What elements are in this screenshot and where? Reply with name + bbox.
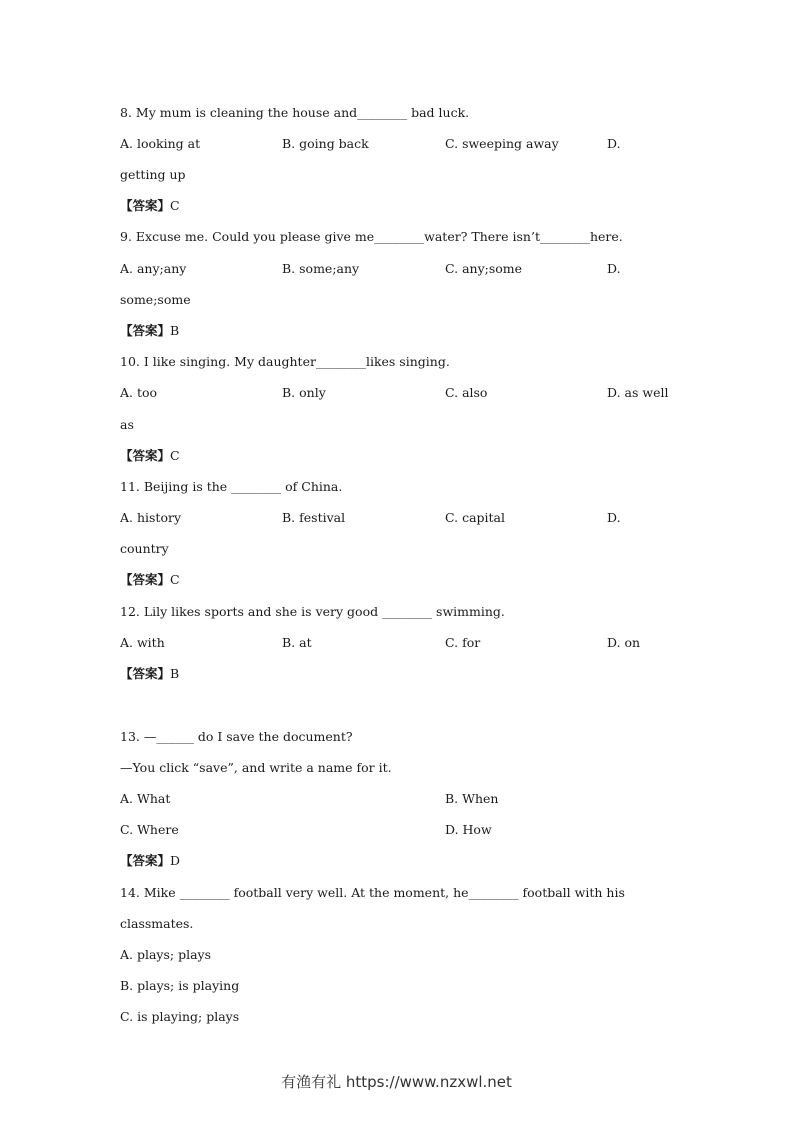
question-9-answer (120, 323, 179, 339)
answer-label: 【答案】 (120, 572, 171, 587)
question-10-stem: 10. I like singing. My daughter________likes singing. (120, 354, 450, 369)
footer-watermark: 有渔有礼 https://www.nzxwl.net (281, 1073, 512, 1091)
question-9-option-a: A. any;any (120, 261, 187, 276)
question-13-stem-reply: —You click “save”, and write a name for it. (120, 760, 392, 775)
answer-label: 【答案】 (120, 666, 171, 681)
question-8-answer (120, 198, 180, 214)
question-10-option-b: B. only (282, 385, 326, 400)
question-9-stem: 9. Excuse me. Could you please give me________water? There isn’t________here. (120, 229, 623, 244)
answer-value: C (170, 198, 180, 213)
question-12-option-b: B. at (282, 635, 312, 650)
question-8-stem: 8. My mum is cleaning the house and________ bad luck. (120, 105, 470, 120)
answer-value: B (170, 666, 180, 681)
answer-label: 【答案】 (120, 198, 171, 213)
question-12-option-d: D. on (607, 635, 641, 650)
question-13-answer (120, 853, 180, 869)
question-12-option-a: A. with (120, 635, 165, 650)
question-13-option-c: C. Where (120, 822, 179, 837)
question-12-answer (120, 666, 179, 682)
question-13-option-a: A. What (120, 791, 171, 806)
question-13-option-d: D. How (445, 822, 492, 837)
question-14-option-a: A. plays; plays (120, 947, 212, 962)
question-13-stem: 13. —______ do I save the document? (120, 729, 353, 744)
question-11-option-d: D. (607, 510, 621, 525)
answer-label: 【答案】 (120, 448, 171, 463)
question-14-option-c: C. is playing; plays (120, 1009, 240, 1024)
question-11-answer (120, 572, 180, 588)
question-8-option-b: B. going back (282, 136, 369, 151)
answer-label: 【答案】 (120, 323, 171, 338)
question-14-stem-cont: classmates. (120, 916, 194, 931)
question-10-option-d-cont: as (120, 417, 134, 432)
question-9-option-c: C. any;some (445, 261, 523, 276)
question-10-option-c: C. also (445, 385, 488, 400)
question-11-option-b: B. festival (282, 510, 346, 525)
question-10-option-a: A. too (120, 385, 158, 400)
question-14-option-b: B. plays; is playing (120, 978, 240, 993)
question-11-option-a: A. history (120, 510, 182, 525)
question-8-option-d-cont: getting up (120, 167, 186, 182)
answer-value: C (170, 448, 180, 463)
question-9-option-b: B. some;any (282, 261, 360, 276)
question-9-option-d-cont: some;some (120, 292, 191, 307)
answer-label: 【答案】 (120, 853, 171, 868)
question-11-option-c: C. capital (445, 510, 505, 525)
question-11-stem: 11. Beijing is the ________ of China. (120, 479, 343, 494)
question-14-stem: 14. Mike ________ football very well. At the moment, he________ football with his (120, 885, 625, 900)
question-10-answer (120, 448, 180, 464)
question-8-option-d: D. (607, 136, 621, 151)
question-13-option-b: B. When (445, 791, 499, 806)
question-8-option-a: A. looking at (120, 136, 201, 151)
answer-value: B (170, 323, 180, 338)
question-10-option-d: D. as well (607, 385, 669, 400)
question-12-option-c: C. for (445, 635, 481, 650)
question-11-option-d-cont: country (120, 541, 169, 556)
question-12-stem: 12. Lily likes sports and she is very good ________ swimming. (120, 604, 505, 619)
answer-value: C (170, 572, 180, 587)
question-9-option-d: D. (607, 261, 621, 276)
answer-value: D (170, 853, 181, 868)
question-8-option-c: C. sweeping away (445, 136, 559, 151)
